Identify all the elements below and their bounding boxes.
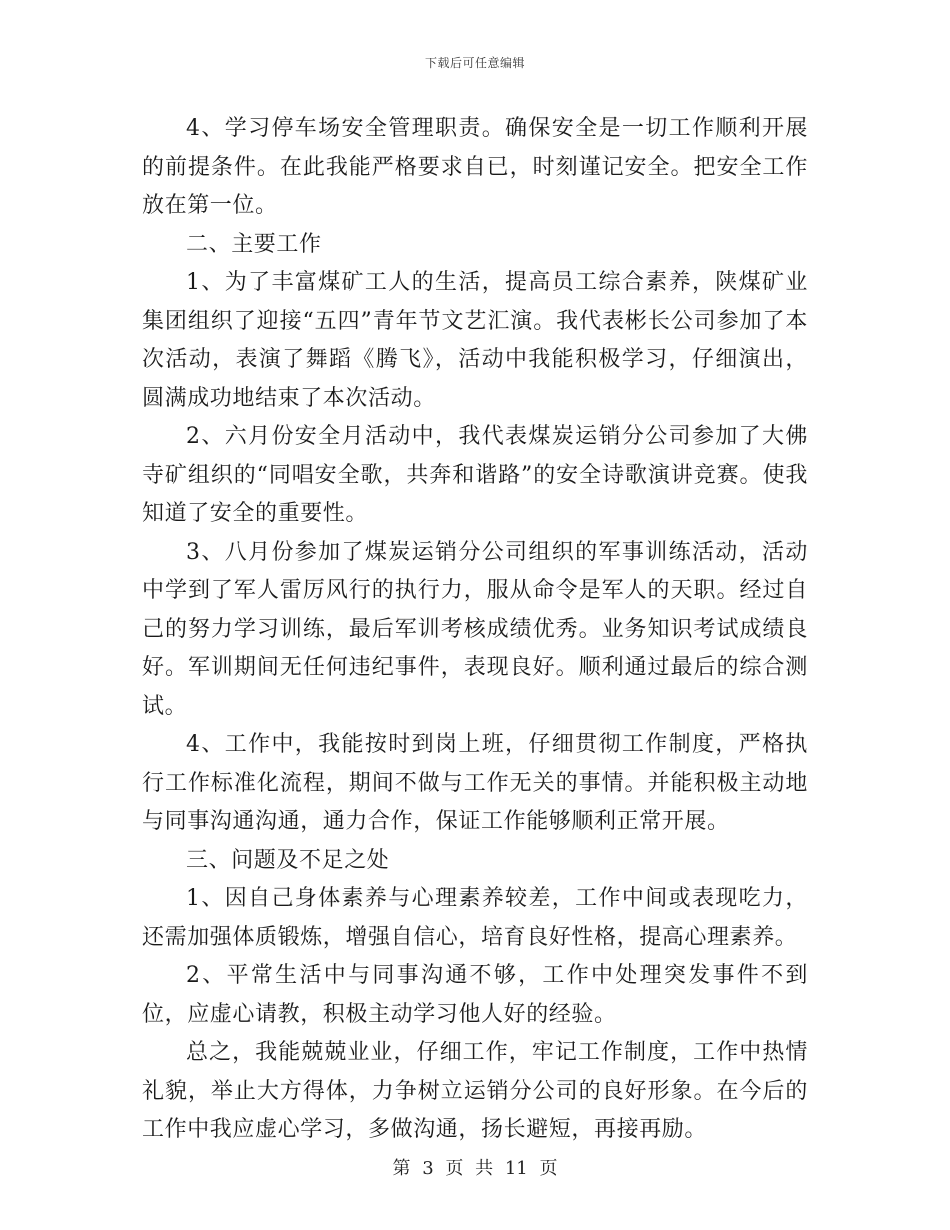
document-body — [142, 110, 808, 1150]
paragraph-safety-month: 2、六月份安全月活动中，我代表煤炭运销分公司参加了大佛寺矿组织的“同唱安全歌，共奔和谐路”的安全诗歌演讲竞赛。使我知道了安全的重要性。 — [142, 424, 808, 526]
paragraph-problem-communication: 2、平常生活中与同事沟通不够，工作中处理突发事件不到位，应虚心请教，积极主动学习他人好的经验。 — [142, 963, 808, 1027]
paragraph-problem-physical: 1、因自己身体素养与心理素养较差，工作中间或表现吃力，还需加强体质锻炼，增强自信心，培育良好性格，提高心理素养。 — [142, 886, 808, 950]
paragraph-daily-work: 4、工作中，我能按时到岗上班，仔细贯彻工作制度，严格执行工作标准化流程，期间不做与工作无关的事情。并能积极主动地与同事沟通沟通，通力合作，保证工作能够顺利正常开展。 — [142, 732, 808, 834]
section-heading-main-work: 二、主要工作 — [186, 231, 322, 257]
page-number-footer: 第 3 页 共 11 页 — [392, 1158, 558, 1179]
paragraph-conclusion: 总之，我能兢兢业业，仔细工作，牢记工作制度，工作中热情礼貌，举止大方得体，力争树立运销分公司的良好形象。在今后的工作中我应虚心学习，多做沟通，扬长避短，再接再励。 — [142, 1040, 808, 1142]
paragraph-art-performance: 1、为了丰富煤矿工人的生活，提高员工综合素养，陕煤矿业集团组织了迎接“五四”青年节文艺汇演。我代表彬长公司参加了本次活动，表演了舞蹈《腾飞》，活动中我能积极学习，仔细演出，圆满成功地结束了本次活动。 — [142, 270, 808, 411]
paragraph-military-training: 3、八月份参加了煤炭运销分公司组织的军事训练活动，活动中学到了军人雷厉风行的执行力，服从命令是军人的天职。经过自己的努力学习训练，最后军训考核成绩优秀。业务知识考试成绩良好。军训期间无任何违纪事件，表现良好。顺利通过最后的综合测试。 — [142, 539, 808, 719]
paragraph-safety-duty: 4、学习停车场安全管理职责。确保安全是一切工作顺利开展的前提条件。在此我能严格要求自已，时刻谨记安全。把安全工作放在第一位。 — [142, 116, 808, 218]
section-heading-problems: 三、问题及不足之处 — [186, 847, 390, 873]
page-header: 下载后可任意编辑 — [424, 56, 525, 70]
